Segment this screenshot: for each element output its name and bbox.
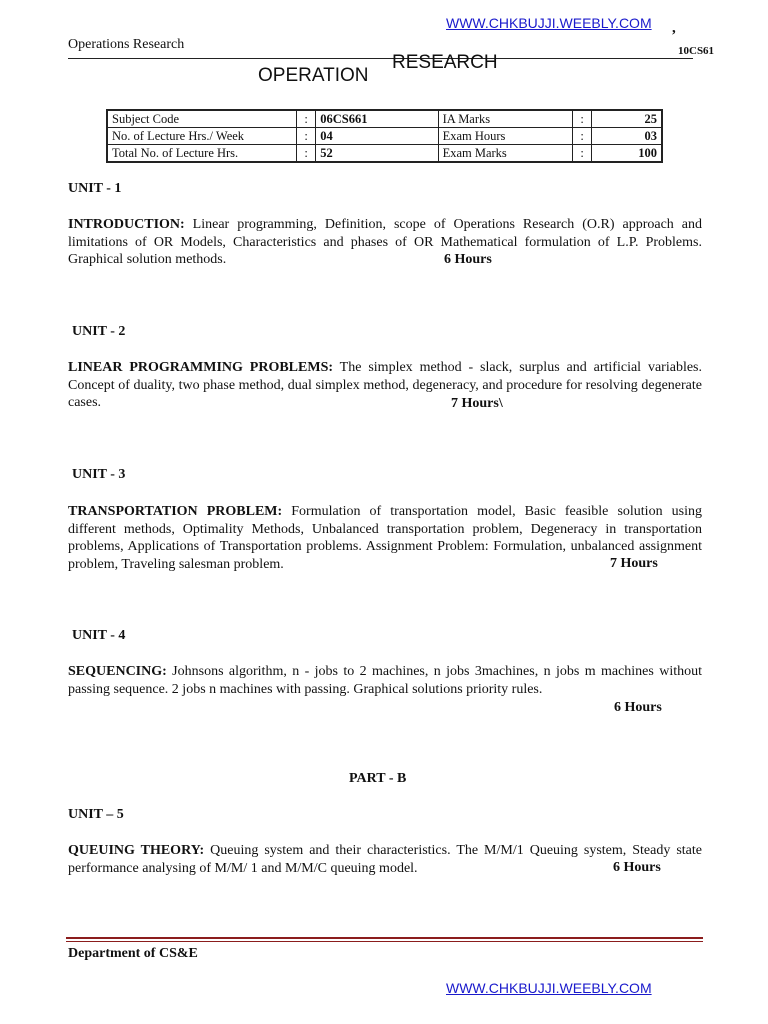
footer-department: Department of CS&E: [68, 946, 198, 961]
title-operation: OPERATION: [258, 65, 369, 86]
table-cell-colon: :: [573, 145, 592, 163]
unit-2-topic: LINEAR PROGRAMMING PROBLEMS:: [68, 360, 334, 375]
unit-4-hours: 6 Hours: [614, 700, 662, 715]
website-link-top[interactable]: WWW.CHKBUJJI.WEEBLY.COM: [446, 15, 652, 31]
table-cell-label: Total No. of Lecture Hrs.: [107, 145, 297, 163]
table-cell-value: 52: [316, 145, 438, 163]
table-cell-label: IA Marks: [438, 110, 572, 128]
unit-4-heading: UNIT - 4: [72, 628, 126, 643]
footer-rule: [66, 937, 703, 939]
table-cell-value: 03: [592, 128, 662, 145]
unit-4-text: Johnsons algorithm, n - jobs to 2 machines, n jobs 3machines, n jobs m machines without passing sequence. 2 jobs n machines with passing. Graphical solutions priority rules.: [68, 664, 702, 697]
unit-4-description: [68, 663, 702, 698]
table-cell-label: No. of Lecture Hrs./ Week: [107, 128, 297, 145]
table-cell-label: Exam Hours: [438, 128, 572, 145]
table-cell-colon: :: [297, 128, 316, 145]
table-cell-value: 25: [592, 110, 662, 128]
unit-1-text: Linear programming, Definition, scope of Operations Research (O.R) approach and limitations of OR Models, Characteristics and phases of OR Mathematical formulation of L.P. Problems. Graphical solution methods.: [68, 217, 702, 268]
unit-5-text: Queuing system and their characteristics. The M/M/1 Queuing system, Steady state performance analysing of M/M/ 1 and M/M/C queuing model.: [68, 843, 702, 876]
header-rule: [68, 58, 693, 59]
unit-3-topic: TRANSPORTATION PROBLEM:: [68, 504, 283, 519]
header-comma: ,: [672, 20, 676, 36]
subject-info-table: [106, 109, 663, 163]
part-b-heading: PART - B: [349, 771, 407, 786]
unit-5-description: [68, 842, 702, 877]
header-course-code: 10CS61: [678, 45, 715, 57]
unit-2-hours: 7 Hours\: [451, 396, 503, 411]
unit-5-heading: UNIT – 5: [68, 807, 124, 822]
table-cell-value: 06CS661: [316, 110, 438, 128]
unit-3-description: [68, 503, 702, 573]
unit-3-text: Formulation of transportation model, Basic feasible solution using different methods, Optimality Methods, Unbalanced transportation problem, Degeneracy in transportation problems, Applications of Transportation problems. Assignment Problem: Formulation, unbalanced assignment problem, Traveling salesman problem.: [68, 504, 702, 572]
unit-2-text: The simplex method - slack, surplus and artificial variables. Concept of duality, two phase method, dual simplex method, degeneracy, and procedure for resolving degenerate cases.: [68, 360, 702, 411]
website-link-bottom[interactable]: WWW.CHKBUJJI.WEEBLY.COM: [446, 980, 652, 996]
table-cell-colon: :: [297, 110, 316, 128]
table-cell-label: Exam Marks: [438, 145, 572, 163]
unit-5-hours: 6 Hours: [613, 860, 661, 875]
header-subject: Operations Research: [68, 37, 185, 52]
title-research: RESEARCH: [392, 52, 498, 73]
unit-3-hours: 7 Hours: [610, 556, 658, 571]
table-cell-colon: :: [573, 110, 592, 128]
table-cell-value: 04: [316, 128, 438, 145]
unit-1-description: [68, 216, 702, 269]
unit-2-description: [68, 359, 702, 412]
table-cell-value: 100: [592, 145, 662, 163]
table-cell-label: Subject Code: [107, 110, 297, 128]
table-cell-colon: :: [297, 145, 316, 163]
unit-3-heading: UNIT - 3: [72, 467, 126, 482]
table-row: [107, 145, 662, 163]
unit-1-heading: UNIT - 1: [68, 181, 122, 196]
table-row: [107, 128, 662, 145]
unit-1-topic: INTRODUCTION:: [68, 217, 185, 232]
footer-rule-thin: [66, 941, 703, 942]
table-cell-colon: :: [573, 128, 592, 145]
table-row: [107, 110, 662, 128]
unit-4-topic: SEQUENCING:: [68, 664, 167, 679]
unit-2-heading: UNIT - 2: [72, 324, 126, 339]
unit-1-hours: 6 Hours: [444, 252, 492, 267]
unit-5-topic: QUEUING THEORY:: [68, 843, 205, 858]
